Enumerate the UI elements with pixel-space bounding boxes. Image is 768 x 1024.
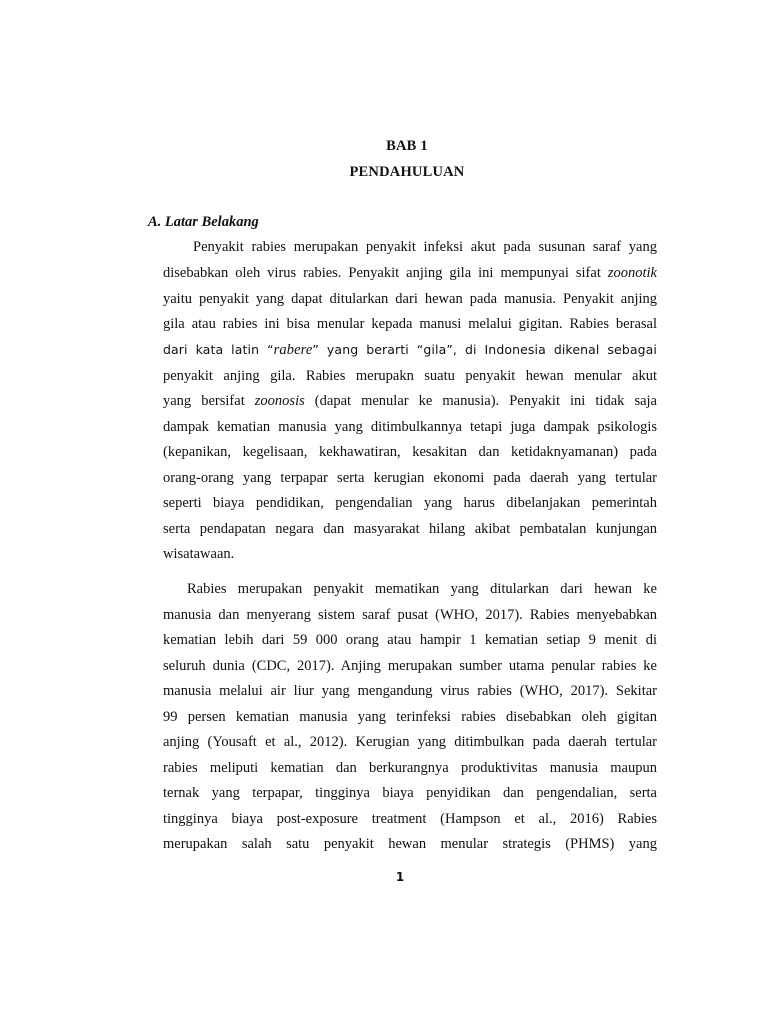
section-heading: A. Latar Belakang — [148, 214, 259, 230]
paragraph1-line-6: penyakit anjing gila. Rabies merupakn suatu penyakit hewan menular akut — [163, 368, 657, 384]
paragraph1-line-3: yaitu penyakit yang dapat ditularkan dari hewan pada manusia. Penyakit anjing — [163, 291, 657, 307]
paragraph1-line-4: gila atau rabies ini bisa menular kepada manusi melalui gigitan. Rabies berasal — [163, 316, 657, 332]
paragraph2-line-6: 99 persen kematian manusia yang terinfeksi rabies disebabkan oleh gigitan — [163, 709, 657, 725]
paragraph1-line-11: seperti biaya pendidikan, pengendalian yang harus dibelanjakan pemerintah — [163, 495, 657, 511]
paragraph1-line-2 — [163, 266, 657, 281]
paragraph1-line-5 — [163, 343, 657, 358]
paragraph2-line-10: tingginya biaya post-exposure treatment (Hampson et al., 2016) Rabies — [163, 811, 657, 827]
paragraph1-line-9: (kepanikan, kegelisaan, kekhawatiran, kesakitan dan ketidaknyamanan) pada — [163, 444, 657, 460]
paragraph2-line-4: seluruh dunia (CDC, 2017). Anjing merupakan sumber utama penular rabies ke — [163, 658, 657, 674]
paragraph2-line-5: manusia melalui air liur yang mengandung virus rabies (WHO, 2017). Sekitar — [163, 683, 657, 699]
text-span: (dapat menular ke manusia). Penyakit ini tidak saja — [304, 393, 657, 409]
page-number: 1 — [395, 870, 405, 884]
paragraph2-line-9: ternak yang terpapar, tingginya biaya penyidikan dan pengendalian, serta — [163, 785, 657, 801]
paragraph2-line-2: manusia dan menyerang sistem saraf pusat (WHO, 2017). Rabies menyebabkan — [163, 607, 657, 623]
paragraph1-line-10: orang-orang yang terpapar serta kerugian ekonomi pada daerah yang tertular — [163, 470, 657, 486]
paragraph2-line-1: Rabies merupakan penyakit mematikan yang ditularkan dari hewan ke — [187, 581, 657, 597]
paragraph1-line-13: wisatawaan. — [163, 546, 235, 562]
paragraph2-line-7: anjing (Yousaft et al., 2012). Kerugian yang ditimbulkan pada daerah tertular — [163, 734, 657, 750]
chapter-number: BAB 1 — [386, 138, 428, 154]
italic-term: rabere — [273, 342, 313, 358]
text-span: ” yang berarti “gila”, di Indonesia dikenal sebagai — [312, 342, 657, 357]
paragraph2-line-11: merupakan salah satu penyakit hewan menular strategis (PHMS) yang — [163, 836, 657, 852]
italic-term: zoonosis — [254, 393, 305, 409]
paragraph1-line-12: serta pendapatan negara dan masyarakat hilang akibat pembatalan kunjungan — [163, 521, 657, 537]
paragraph1-line-7 — [163, 394, 657, 409]
paragraph2-line-3: kematian lebih dari 59 000 orang atau hampir 1 kematian setiap 9 menit di — [163, 632, 657, 648]
text-span: yang bersifat — [163, 393, 255, 409]
text-span: disebabkan oleh virus rabies. Penyakit anjing gila ini mempunyai sifat — [163, 265, 608, 281]
italic-term: zoonotik — [607, 265, 657, 281]
text-span: dari kata latin “ — [163, 342, 274, 357]
chapter-title: PENDAHULUAN — [349, 164, 465, 180]
paragraph2-line-8: rabies meliputi kematian dan berkurangnya produktivitas manusia maupun — [163, 760, 657, 776]
paragraph1-line-8: dampak kematian manusia yang ditimbulkannya tetapi juga dampak psikologis — [163, 419, 657, 435]
paragraph1-line-1: Penyakit rabies merupakan penyakit infeksi akut pada susunan saraf yang — [193, 239, 657, 255]
